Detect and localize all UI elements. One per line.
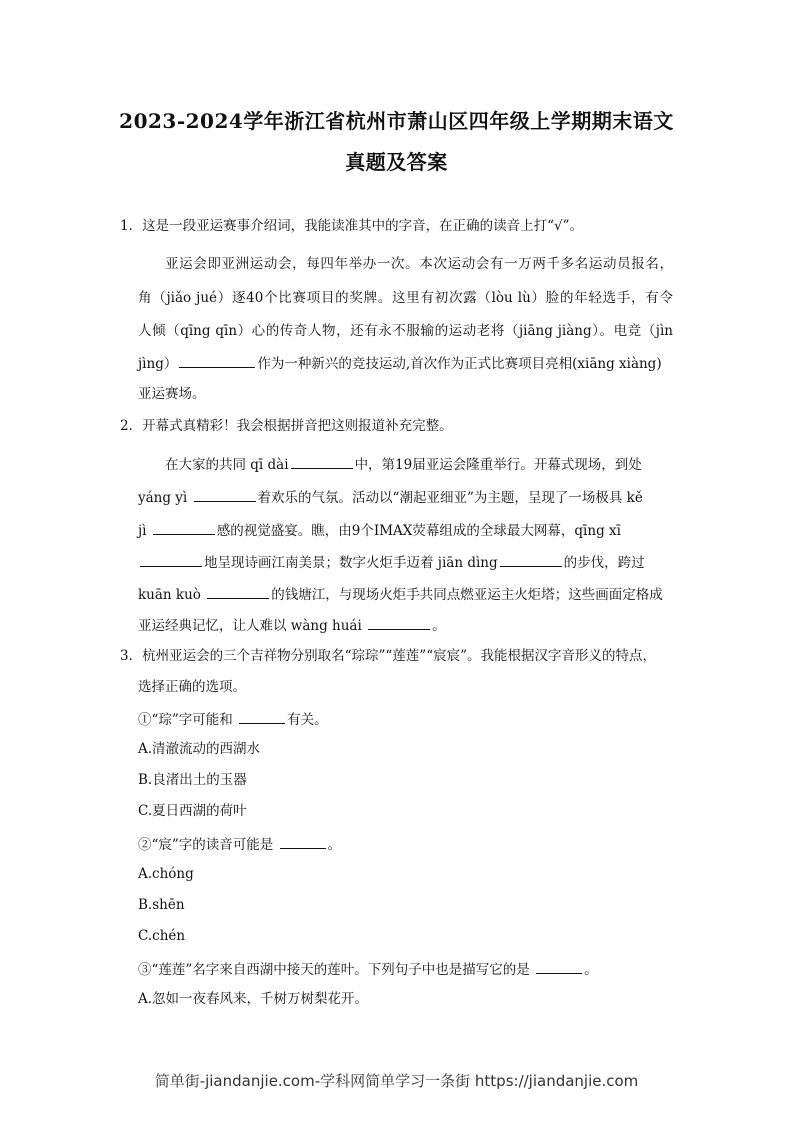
q2-blank-keji[interactable] <box>153 521 215 535</box>
document-title-line-2: 真题及答案 <box>345 150 448 174</box>
q2-line-5-start: kuān kuò <box>138 587 201 603</box>
q2-line-3 <box>138 521 621 539</box>
q2-line-2-start: yáng yì <box>138 490 188 506</box>
q2-line-6 <box>138 616 446 634</box>
q3-sub3-prompt <box>138 960 598 978</box>
q2-line-1-end: 中，第19届亚运会隆重举行。开幕式现场，到处 <box>354 457 642 473</box>
q2-blank-yangyi[interactable] <box>194 488 256 502</box>
q3-sub1-option-a[interactable]: A.清澈流动的西湖水 <box>138 741 261 757</box>
q3-sub1-prompt <box>138 710 328 728</box>
q2-line-2 <box>138 488 643 506</box>
q2-line-3-end: 感的视觉盛宴。瞧，由9个IMAX荧幕组成的全球最大网幕，qīng xī <box>216 523 621 539</box>
q2-blank-qingxi[interactable] <box>140 553 202 567</box>
q1-passage-line-5: 亚运赛场。 <box>138 386 206 402</box>
q1-passage-line-4-end: 作为一种新兴的竞技运动,首次作为正式比赛项目亮相(xiāng xiàng) <box>257 356 662 372</box>
q3-sub3-prompt-end: 。 <box>584 962 598 978</box>
q1-passage-line-1: 亚运会即亚洲运动会，每四年举办一次。本次运动会有一万两千多名运动员报名， <box>165 256 673 272</box>
q3-sub3-prompt-start: ③“莲莲”名字来自西湖中接天的莲叶。下列句子中也是描写它的是 <box>138 962 530 978</box>
q3-sub1-prompt-end: 有关。 <box>287 712 328 728</box>
q2-line-4-end: 的步伐，跨过 <box>563 555 645 571</box>
document-title-line-1: 2023-2024学年浙江省杭州市萧山区四年级上学期期末语文 <box>119 109 674 133</box>
site-footer-watermark: 简单街-jiandanjie.com-学科网简单学习一条街 https://jiandanjie.com <box>154 1072 639 1090</box>
q2-line-3-start: jì <box>138 523 147 539</box>
q1-passage-line-4-start: jìng） <box>138 356 178 372</box>
q1-passage-line-3: 人倾（qīng qīn）心的传奇人物，还有永不服输的运动老将（jiāng jiàng）。电竞（jìn <box>138 323 673 339</box>
q3-sub2-blank[interactable] <box>280 835 326 849</box>
q2-line-6-start: 亚运经典记忆，让人难以 wàng huái <box>138 618 362 634</box>
q3-stem-line-1: 3．杭州亚运会的三个吉祥物分别取名“琮琮”“莲莲”“宸宸”。我能根据汉字音形义的特点， <box>120 648 656 664</box>
q2-blank-wanghuai[interactable] <box>368 616 430 630</box>
q2-line-1-start: 在大家的共同 qī dài <box>165 457 289 473</box>
q2-line-4-middle: 地呈现诗画江南美景；数字火炬手迈着 jiān dìng <box>204 555 498 571</box>
q2-blank-qidai[interactable] <box>291 455 353 469</box>
q1-passage-line-4 <box>138 354 662 372</box>
q3-sub1-blank[interactable] <box>239 710 285 724</box>
q1-answer-blank[interactable] <box>179 354 255 368</box>
q3-sub2-option-b[interactable]: B.shēn <box>138 897 185 913</box>
q2-line-5 <box>138 585 663 603</box>
q2-blank-kuankuo[interactable] <box>207 585 269 599</box>
q3-sub1-option-b[interactable]: B.良渚出土的玉器 <box>138 772 247 788</box>
q3-sub1-prompt-start: ①“琮”字可能和 <box>138 712 233 728</box>
q2-line-2-end: 着欢乐的气氛。活动以“潮起亚细亚”为主题，呈现了一场极具 kě <box>257 490 643 506</box>
q2-line-6-end: 。 <box>432 618 446 634</box>
q1-stem: 1．这是一段亚运赛事介绍词，我能读准其中的字音，在正确的读音上打“√”。 <box>120 218 583 234</box>
q2-stem: 2．开幕式真精彩！我会根据拼音把这则报道补充完整。 <box>120 418 453 434</box>
q3-sub2-prompt <box>138 835 341 853</box>
q3-sub1-option-c[interactable]: C.夏日西湖的荷叶 <box>138 803 247 819</box>
q3-stem-line-2: 选择正确的选项。 <box>138 679 246 695</box>
q3-sub3-blank[interactable] <box>536 960 582 974</box>
q2-line-5-end: 的钱塘江，与现场火炬手共同点燃亚运主火炬塔；这些画面定格成 <box>271 587 663 603</box>
q3-sub2-prompt-start: ②“宸”字的读音可能是 <box>138 837 274 853</box>
q2-line-4 <box>138 553 645 571</box>
q3-sub3-option-a[interactable]: A.忽如一夜春风来，千树万树梨花开。 <box>138 991 369 1007</box>
q2-blank-jianding[interactable] <box>500 553 562 567</box>
q2-line-1 <box>165 455 642 473</box>
q3-sub2-option-a[interactable]: A.chóng <box>138 866 194 882</box>
q3-sub2-prompt-end: 。 <box>327 837 342 853</box>
q1-passage-line-2: 角（jiǎo jué）逐40个比赛项目的奖牌。这里有初次露（lòu lù）脸的年轻选手，有令 <box>138 290 673 306</box>
q3-sub2-option-c[interactable]: C.chén <box>138 928 186 944</box>
